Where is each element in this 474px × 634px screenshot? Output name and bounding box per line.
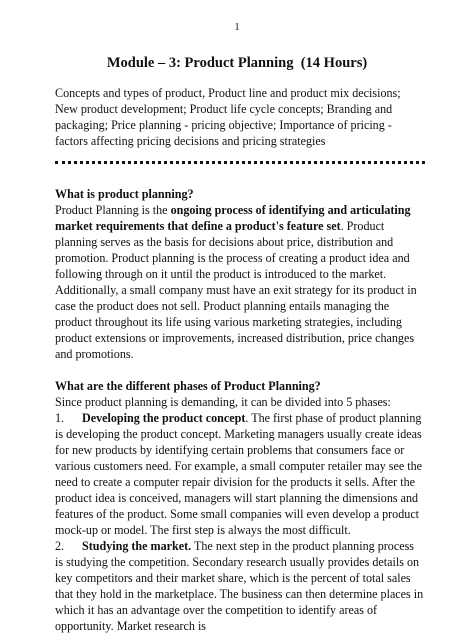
list-item [55, 410, 425, 538]
list-item-title: Studying the market. [82, 539, 192, 553]
paragraph-text: Product Planning is the [55, 203, 171, 217]
list-item [55, 538, 425, 634]
list-item-title: Developing the product concept [82, 411, 246, 425]
section-heading-phases: What are the different phases of Product Planning? [55, 379, 321, 393]
list-item-number: 2. [55, 539, 65, 553]
product-planning-paragraph [55, 202, 425, 362]
page-number: 1 [234, 22, 240, 33]
paragraph-bold-text: ongoing process of identifying and articulating market requirements that define a product's feature set [55, 203, 411, 233]
document-body [55, 85, 425, 634]
phases-lead-text: Since product planning is demanding, it can be divided into 5 phases: [55, 395, 391, 409]
list-item-text: . The first phase of product planning is developing the product concept. Marketing managers usually create ideas for new products by identifying certain problems that consumers face or various customers need. For example, a small computer retailer may see the need to create a computer repair division for the products it sells. After the product idea is conceived, managers will start planning the dimensions and features of the product. Some small companies will even develop a product mock-up or model. The first step is always the most difficult. [55, 411, 423, 537]
paragraph-text: . Product planning serves as the basis for decisions about price, distribution and promotion. Product planning is the process of creating a product idea and following through on it until the product is introduced to the market. Additionally, a small company must have an exit strategy for its product in case the product does not sell. Product planning entails managing the product throughout its life using various marketing strategies, including product extensions or improvements, increased distribution, price changes and promotions. [55, 219, 417, 361]
intro-paragraph: Concepts and types of product, Product line and product mix decisions; New product development; Product life cycle concepts; Branding and packaging; Price planning - pricing objective; Importance of pricing - factors affecting pricing decisions and pricing strategies [55, 86, 401, 148]
section-heading-product-planning: What is product planning? [55, 187, 194, 201]
dotted-divider [55, 161, 425, 167]
page-title: Module – 3: Product Planning (14 Hours) [106, 55, 368, 71]
list-item-number: 1. [55, 411, 65, 425]
list-item-text: The next step in the product planning process is studying the competition. Secondary research usually provides details on key competitors and their market share, which is the percent of total sales that they hold in the marketplace. The business can then determine places in which it has an advantage over the competition to identify areas of opportunity. Market research is [55, 539, 424, 633]
